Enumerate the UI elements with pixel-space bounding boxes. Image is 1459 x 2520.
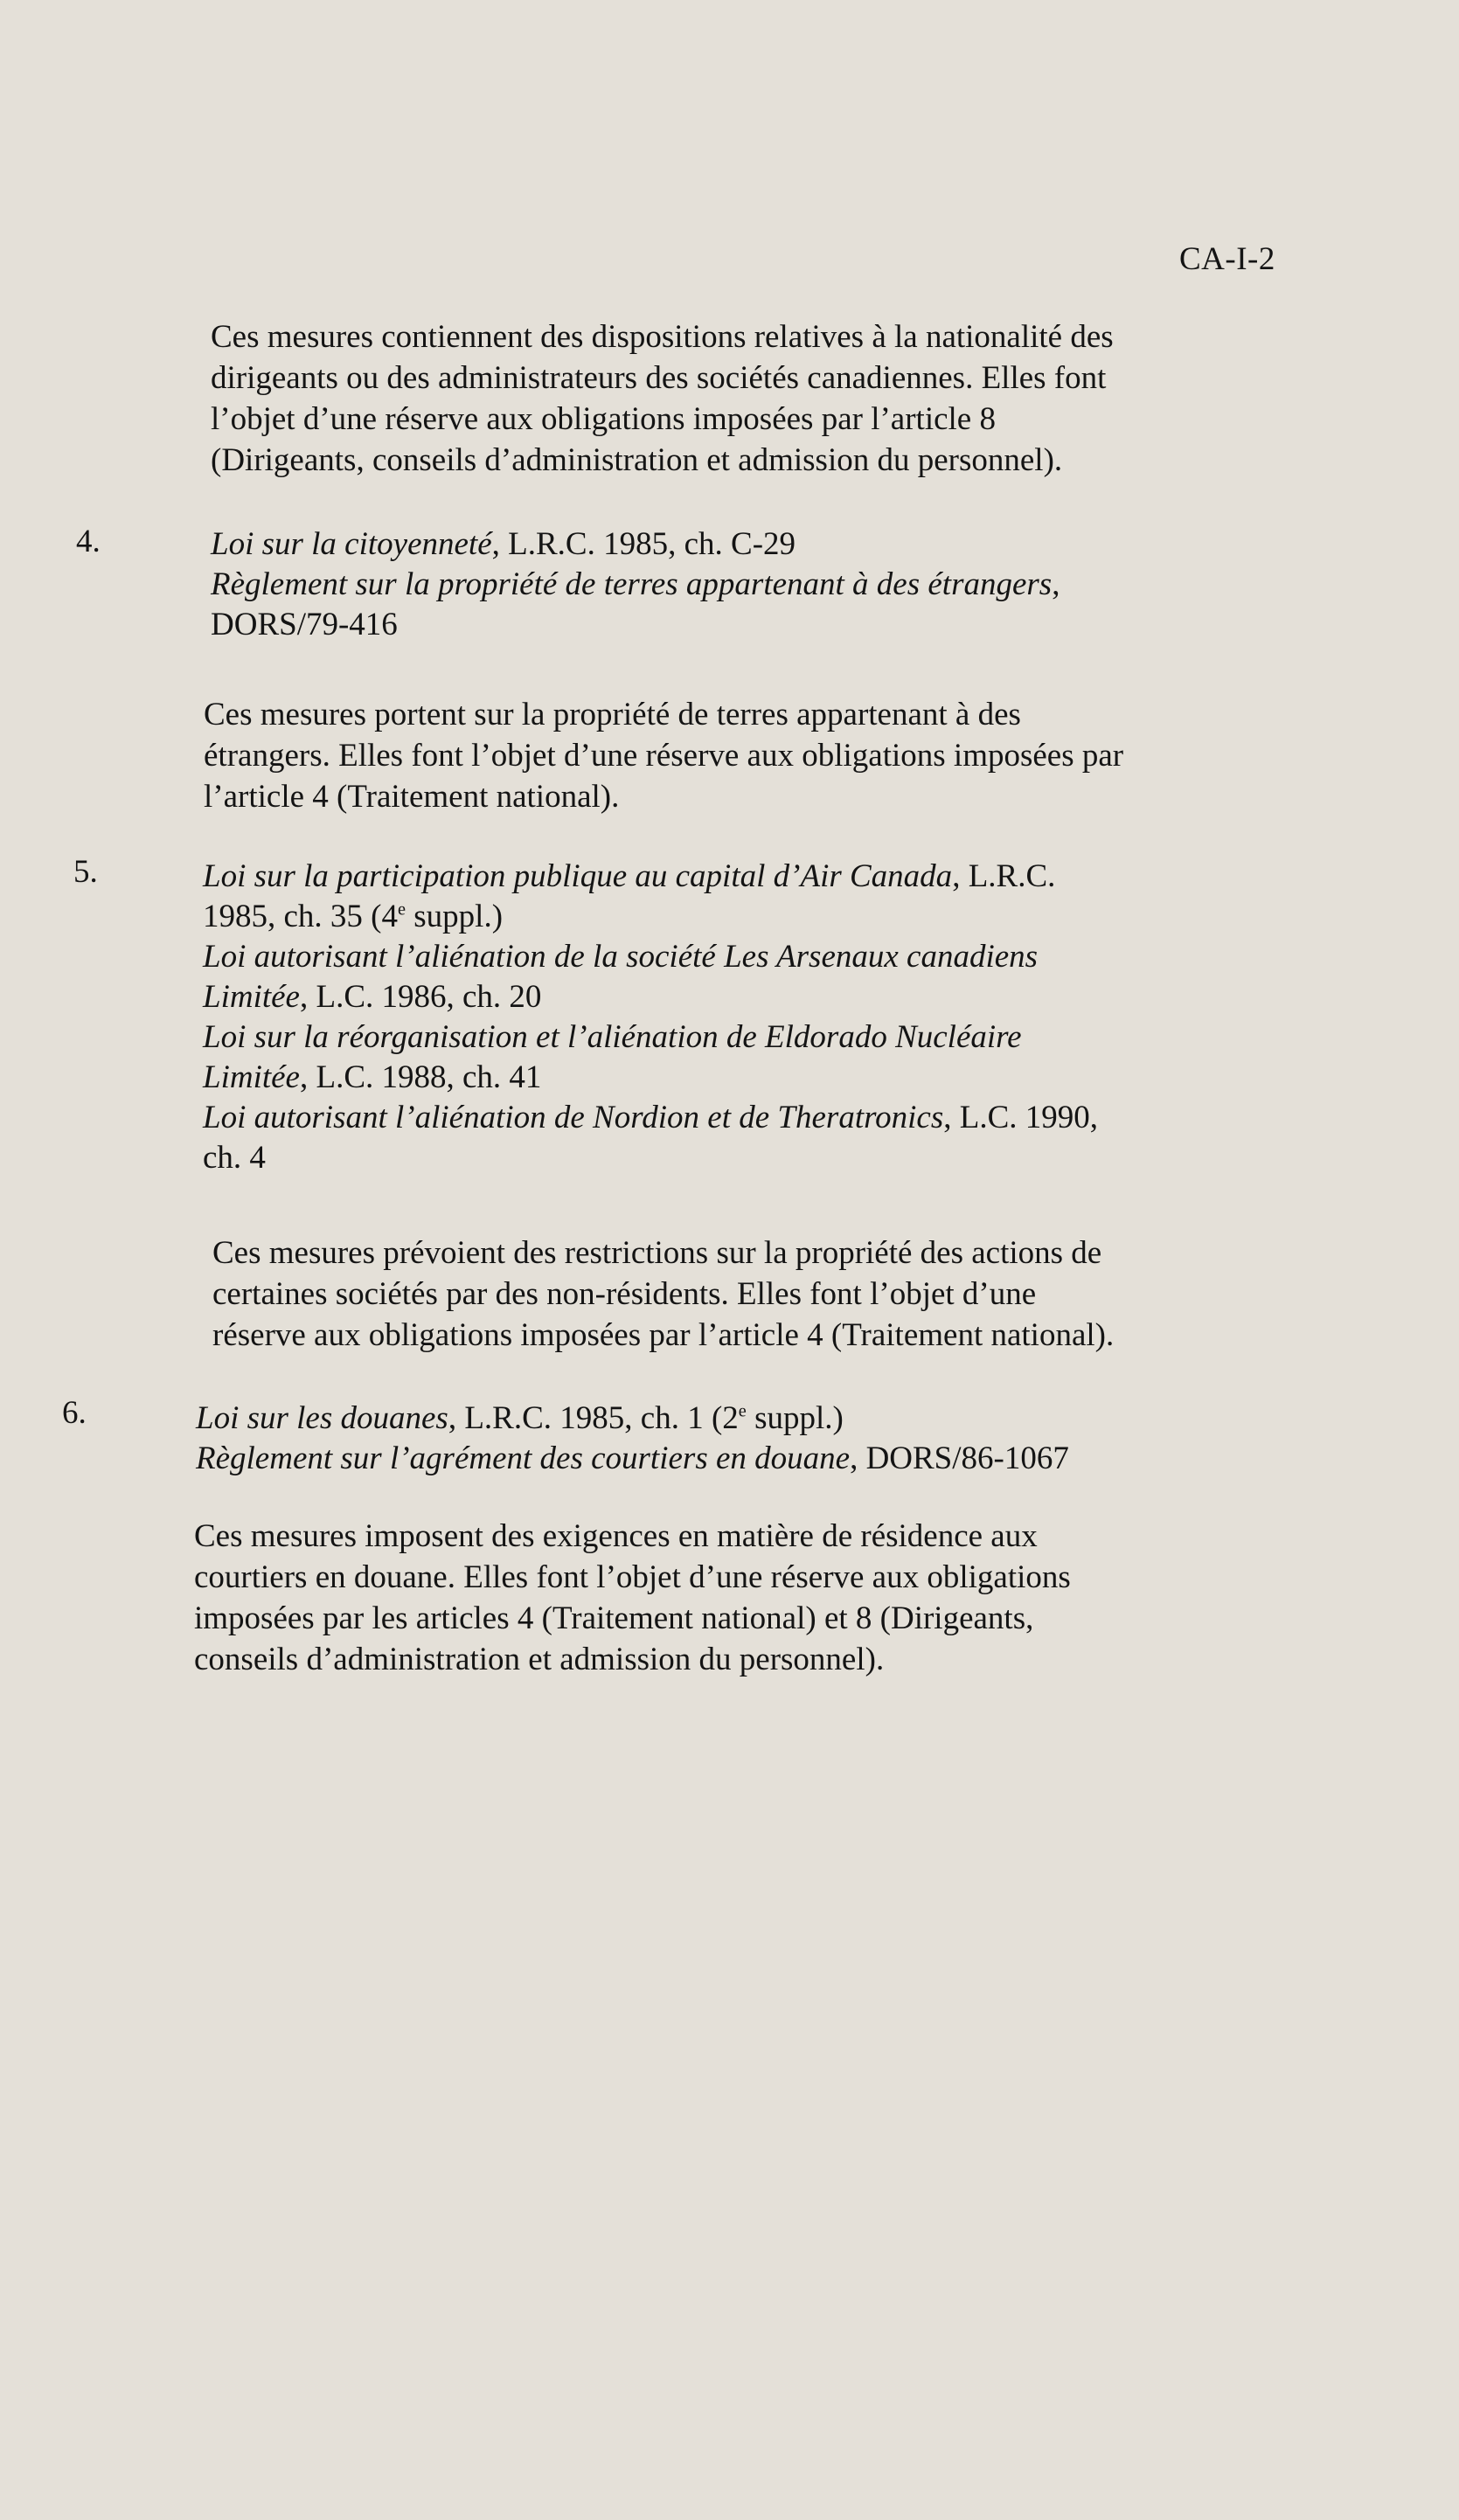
law-reference-text: suppl.) bbox=[406, 899, 504, 934]
law-title: Loi sur la citoyenneté bbox=[211, 526, 492, 562]
page-reference: CA-I-2 bbox=[1179, 241, 1275, 277]
law-reference: , L.C. 1988, ch. 41 bbox=[299, 1059, 542, 1095]
law-reference-text: 1985, ch. 35 (4 bbox=[203, 899, 398, 934]
text-line: dirigeants ou des administrateurs des sociétés canadiennes. Elles font bbox=[211, 360, 1107, 396]
law-title bbox=[203, 1017, 1098, 1058]
text-line: Ces mesures contiennent des dispositions relatives à la nationalité des bbox=[211, 319, 1114, 355]
text-line: réserve aux obligations imposées par l’article 4 (Traitement national). bbox=[212, 1317, 1115, 1353]
law-title: Règlement sur la propriété de terres appartenant à des étrangers bbox=[211, 566, 1053, 602]
intro-paragraph bbox=[211, 316, 1114, 481]
law-reference: , L.R.C. 1985, ch. 1 (2 bbox=[448, 1400, 739, 1436]
text-line: certaines sociétés par des non-résidents. Elles font l’objet d’une bbox=[212, 1276, 1037, 1312]
law-title: Loi autorisant l’aliénation de Nordion et de Theratronics bbox=[203, 1100, 944, 1135]
law-title: Loi sur la participation publique au capital d’Air Canada bbox=[203, 858, 953, 894]
law-reference: ch. 4 bbox=[203, 1140, 266, 1176]
law-title bbox=[203, 937, 1098, 977]
text-line: conseils d’administration et admission du personnel). bbox=[194, 1642, 885, 1677]
law-list bbox=[211, 524, 1060, 645]
law-citation bbox=[203, 977, 1098, 1017]
item-description bbox=[194, 1516, 1071, 1680]
law-reference: , DORS/86-1067 bbox=[850, 1440, 1069, 1476]
text-line: l’objet d’une réserve aux obligations imposées par l’article 8 bbox=[211, 401, 996, 437]
law-citation bbox=[203, 1058, 1098, 1098]
law-reference: , L.C. 1986, ch. 20 bbox=[299, 979, 542, 1015]
text-line: courtiers en douane. Elles font l’objet d’une réserve aux obligations bbox=[194, 1559, 1071, 1595]
law-reference: , L.R.C. bbox=[952, 858, 1056, 894]
law-reference: DORS/79-416 bbox=[211, 607, 398, 642]
superscript: e bbox=[738, 1401, 747, 1421]
law-citation bbox=[196, 1439, 1069, 1479]
law-citation bbox=[211, 565, 1060, 605]
law-title-text: Loi sur la réorganisation et l’aliénation de Eldorado Nucléaire bbox=[203, 1019, 1022, 1055]
law-citation bbox=[203, 1098, 1098, 1138]
text-line: Ces mesures prévoient des restrictions sur la propriété des actions de bbox=[212, 1235, 1102, 1271]
text-line: imposées par les articles 4 (Traitement national) et 8 (Dirigeants, bbox=[194, 1600, 1034, 1636]
item-description bbox=[204, 694, 1123, 817]
law-reference: , bbox=[1052, 566, 1060, 602]
law-title: Loi sur les douanes bbox=[196, 1400, 448, 1436]
law-citation bbox=[211, 524, 1060, 565]
law-reference: suppl.) bbox=[746, 1400, 844, 1436]
law-list bbox=[196, 1399, 1069, 1479]
law-citation bbox=[196, 1399, 1069, 1439]
item-number: 6. bbox=[62, 1395, 87, 1431]
law-list bbox=[203, 857, 1098, 1178]
law-title: Règlement sur l’agrément des courtiers en douane bbox=[196, 1440, 851, 1476]
law-title-text: Loi autorisant l’aliénation de la société Les Arsenaux canadiens bbox=[203, 939, 1039, 975]
item-description bbox=[212, 1232, 1114, 1356]
law-reference bbox=[203, 897, 1098, 937]
text-line: l’article 4 (Traitement national). bbox=[204, 779, 620, 815]
law-reference: , L.C. 1990, bbox=[943, 1100, 1099, 1135]
text-line: Ces mesures portent sur la propriété de terres appartenant à des bbox=[204, 697, 1021, 732]
law-title: Limitée bbox=[203, 1059, 300, 1095]
law-title: Limitée bbox=[203, 979, 300, 1015]
text-line: étrangers. Elles font l’objet d’une réserve aux obligations imposées par bbox=[204, 738, 1124, 774]
law-reference: , L.R.C. 1985, ch. C-29 bbox=[491, 526, 796, 562]
item-number: 4. bbox=[76, 524, 101, 559]
item-number: 5. bbox=[73, 854, 98, 890]
law-citation bbox=[203, 857, 1098, 897]
superscript: e bbox=[398, 899, 406, 920]
text-line: (Dirigeants, conseils d’administration et admission du personnel). bbox=[211, 442, 1063, 478]
text-line: Ces mesures imposent des exigences en matière de résidence aux bbox=[194, 1518, 1038, 1554]
